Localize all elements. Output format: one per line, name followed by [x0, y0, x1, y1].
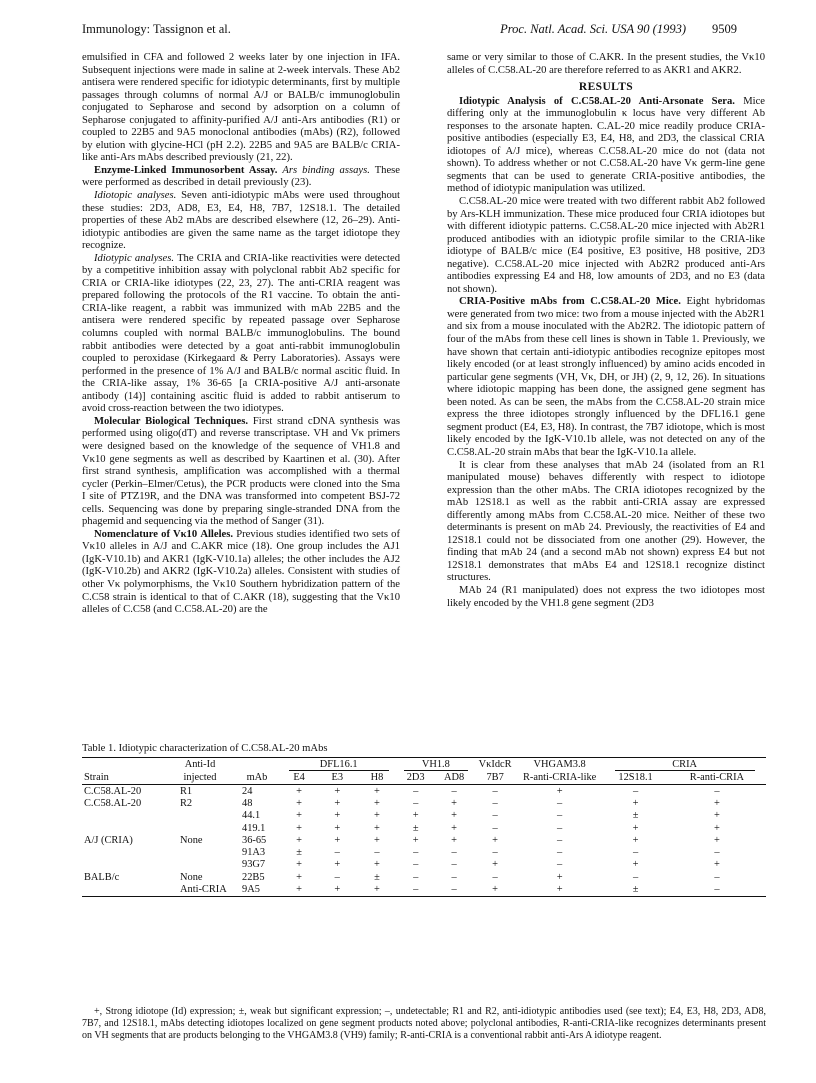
table-cell: +	[296, 810, 303, 822]
table-column-header-row	[82, 771, 766, 785]
table-footnote: +, Strong idiotope (Id) expression; ±, weak but significant expression; –, undetectable; R1 and R2, anti-idiotypic antibodies used (see text); E4, E3, H8, 2D3, AD8, 7B7, and 12S18.1, mAbs detecting idiotopes localized on gene segment products noted above; polyclonal antibodies, R-anti-CRIA-like recognizes determinants present on VH segments that are products belonging to the VHGAM3.8 (VH9) family; R-anti-CRIA is a conventional rabbit anti-Ars A idiotype reagent.	[82, 1006, 766, 1042]
table-cell	[166, 810, 234, 822]
table-cell: –	[632, 871, 639, 883]
table-cell: +	[334, 859, 341, 871]
table-cell: +	[632, 834, 639, 846]
table-cell	[82, 859, 166, 871]
paragraph	[447, 52, 765, 77]
table-cell: –	[492, 822, 498, 834]
table-cell: ±	[632, 884, 639, 896]
table-row	[82, 797, 766, 809]
table-cell: +	[373, 810, 380, 822]
table-cell: –	[413, 859, 419, 871]
paragraph	[82, 190, 400, 253]
table-cell: –	[714, 785, 720, 797]
table-column-header: E3	[331, 772, 344, 783]
group-vhgam: VHGAM3.8	[533, 759, 586, 770]
table-cell: Anti-CRIA	[180, 884, 227, 896]
table-cell: –	[451, 785, 457, 797]
table-cell: ±	[296, 847, 302, 859]
paragraph-text: It is clear from these analyses that mAb 24 (isolated from an R1 manipulated mouse) behaves differently with respect to idiotope expression than the other mAbs. The CRIA idiotopes recognized by the mAb 12S18.1 as well as the rabbit anti-CRIA assay are expressed differently among mAbs from C.C58.AL-20 mice. Neither of these two determinants is present on mAb 24. Previously, the reactivities of E4 and 12S18.1 could not be dissociated from one another (29). However, the finding that mAb 24 (and a second mAb not shown) express E4 but not 12S18.1 demonstrates that mAbs E4 and 12S18.1 recognize distinct structures.	[447, 459, 765, 584]
table-cell	[166, 859, 234, 871]
paragraph	[447, 296, 765, 459]
table-cell: +	[451, 822, 458, 834]
table-cell: +	[334, 822, 341, 834]
table-cell	[166, 846, 234, 858]
table-cell: –	[557, 822, 563, 834]
table-cell: +	[373, 797, 380, 809]
paragraph-heading: Nomenclature of Vκ10 Alleles.	[94, 528, 233, 540]
table-cell: +	[296, 797, 303, 809]
table-cell: –	[492, 810, 498, 822]
paragraph-text: These were performed as described in detail previously (23).	[82, 164, 400, 189]
paragraph	[82, 52, 400, 165]
paragraph-text: emulsified in CFA and followed 2 weeks later by one injection in IFA. Subsequent injections were made in saline at 2-week intervals. These Ab2 antisera were rendered specific for idiotypic determinants, first by multiple passages through columns of normal A/J or BALB/c immunoglobulin conjugated to Sepharose and second by adsorption on a column of Sepharose conjugated to affinity-purified A/J anti-Ars antibodies (R1) or coupled to 22B5 and 9A5 monoclonal antibodies (mAbs) (R2), followed by elution with glycine-HCl (pH 2.2). 22B5 and 9A5 are BALB/c CRIA-like anti-Ars mAbs described previously (21, 22).	[82, 52, 400, 164]
table-row	[82, 883, 766, 896]
table-cell: +	[296, 834, 303, 846]
table-cell: –	[492, 797, 498, 809]
table-cell: +	[451, 810, 458, 822]
table-cell	[82, 822, 166, 834]
table-cell: –	[714, 871, 720, 883]
table-cell: +	[713, 822, 720, 834]
table-row	[82, 822, 766, 834]
table-cell: +	[632, 822, 639, 834]
table-cell: +	[373, 785, 380, 797]
table-column-header: AD8	[443, 772, 465, 783]
table-cell: –	[557, 834, 563, 846]
table-caption: Table 1. Idiotypic characterization of C.C58.AL-20 mAbs	[82, 743, 328, 754]
table-cell: 93G7	[242, 859, 266, 871]
group-dfl16: DFL16.1	[289, 759, 389, 771]
table-cell: –	[492, 871, 498, 883]
paragraph-subheading: Ars binding assays.	[282, 164, 370, 176]
table-cell: 48	[242, 797, 253, 809]
paragraph	[82, 165, 400, 190]
table-cell: –	[557, 797, 563, 809]
table-cell: +	[412, 834, 419, 846]
header-journal-section: Immunology: Tassignon et al.	[82, 22, 231, 36]
table-group-header-row	[82, 758, 766, 772]
paragraph-heading: Idiotypic analyses.	[94, 252, 175, 264]
running-header	[82, 18, 737, 40]
table-cell: ±	[412, 822, 419, 834]
table-cell: –	[413, 847, 419, 859]
table-row	[82, 834, 766, 846]
left-column	[82, 52, 400, 617]
table-cell: +	[412, 810, 419, 822]
table-cell: –	[451, 859, 457, 871]
table-cell: –	[413, 797, 419, 809]
table-cell: –	[714, 884, 720, 896]
table-cell: C.C58.AL-20	[84, 797, 142, 809]
table-1	[82, 757, 766, 897]
table-cell: R2	[180, 797, 193, 809]
table-cell: 419.1	[242, 822, 266, 834]
table-cell: +	[373, 834, 380, 846]
paragraph	[447, 196, 765, 296]
table-cell	[82, 810, 166, 822]
header-journal: Proc. Natl. Acad. Sci. USA 90 (1993)	[500, 22, 686, 36]
table-cell: –	[632, 785, 639, 797]
table-cell	[82, 883, 166, 896]
table-cell: +	[632, 859, 639, 871]
table-cell: –	[632, 847, 639, 859]
table-cell: C.C58.AL-20	[84, 785, 142, 797]
table-cell: +	[451, 834, 458, 846]
paragraph-text: First strand cDNA synthesis was performed using oligo(dT) and reverse transcriptase. VH and Vκ primers were designed based on the knowledge of the sequence of VH1.8 and Vκ10 gene segments as well as described by Kaartinen et al. (30). After first strand synthesis, amplification was accomplished with a thermal cycler (Perkin–Elmer/Cetus), the PCR products were cloned into the Sma I site of PTZ19R, and the DNA was transformed into competent BSJ-72 cells. Sequencing was done by preparing single-stranded DNA from the phagemid and sequencing via the method of Sanger (31).	[82, 415, 400, 528]
table-cell: +	[713, 810, 720, 822]
table-row	[82, 785, 766, 798]
paragraph-text: Eight hybridomas were generated from two mice: two from a mouse injected with the Ab2R1 and six from a mouse inoculated with the Ab2R2. The idiotopic pattern of four of the mAbs from these cell lines is shown in Table 1. Previously, we have shown that certain anti-idiotypic antibodies recognize epitopes most likely encoded (or at least strongly influenced) by amino acids encoded in particular gene segments (VH, Vκ, DH, or JH) (2, 9, 12, 26). In situations where idiotopic mapping has been done, the assigned gene segment has been noted. As can be seen, the mAbs from the C.C58.AL-20 strain mice express the three idiotopes strongly influenced by the DFL16.1 gene segment product (E4, E3, H8). In contrast, the 7B7 idiotope, which is most likely encoded by the IgK-V10.1b allele, was not detected on any of the C.C58.AL-20 strain mAbs that bear the IgK-V10.1a allele.	[447, 296, 765, 458]
paragraph	[447, 585, 765, 610]
table-cell: –	[374, 847, 380, 859]
table-cell: –	[557, 847, 563, 859]
table-column-header: 12S18.1	[618, 772, 653, 783]
table-cell: +	[296, 871, 303, 883]
table-body	[82, 785, 766, 897]
section-heading: RESULTS	[578, 81, 634, 94]
table-cell: –	[557, 810, 563, 822]
group-vh18: VH1.8	[404, 759, 468, 771]
paragraph	[447, 96, 765, 196]
table-cell: 44.1	[242, 810, 261, 822]
table-cell: –	[557, 859, 563, 871]
table-cell: +	[556, 785, 563, 797]
paragraph-heading: Molecular Biological Techniques.	[94, 415, 249, 427]
table-cell: +	[296, 859, 303, 871]
table-cell: +	[373, 884, 380, 896]
table-cell: 22B5	[242, 871, 265, 883]
paragraph	[447, 460, 765, 585]
group-vkidcr: VκIdcR	[478, 759, 512, 770]
paragraph-heading: Idiotypic Analysis of C.C58.AL-20 Anti-Arsonate Sera.	[459, 95, 735, 107]
table-cell: +	[492, 859, 499, 871]
table-cell: +	[713, 834, 720, 846]
table-cell: None	[180, 871, 203, 883]
paragraph-text: same or very similar to those of C.AKR. In the present studies, the Vκ10 alleles of C.C58.AL-20 are therefore referred to as AKR1 and AKR2.	[447, 52, 765, 76]
table-cell: –	[413, 871, 419, 883]
table-column-header: mAb	[246, 772, 268, 783]
table-cell	[82, 846, 166, 858]
paragraph-heading: Idiotopic analyses.	[94, 190, 177, 202]
table-cell: –	[334, 871, 340, 883]
table-cell: +	[373, 822, 380, 834]
table-cell: –	[413, 785, 419, 797]
table-column-header: 7B7	[486, 772, 504, 783]
table-row	[82, 846, 766, 858]
paragraph-text: Previous studies identified two sets of Vκ10 alleles in A/J and C.AKR mice (18). One group includes the AJ1 (IgK-V10.1b) and AKR1 (IgK-V10.1a) alleles; the other includes the AJ2 (IgK-V10.2b) and AKR2 (IgK-V10.2a) alleles. Consistent with studies of other Vκ polymorphisms, the Vκ10 Southern hybridization pattern of the C.C58 strain is identical to that of C.AKR (18), suggesting that the Vκ10 alleles of C.C58 (and C.C58.AL-20) are the	[82, 528, 400, 616]
group-cria: CRIA	[615, 759, 755, 771]
table-cell: +	[296, 884, 303, 896]
header-citation	[500, 22, 737, 37]
paragraph-text: The CRIA and CRIA-like reactivities were detected by a competitive inhibition assay with polyclonal rabbit Ab2 specific for CRIA or CRIA-like idiotypes (22, 23, 27). The anti-CRIA reagent was prepared following the protocols of the R1 vaccine. To obtain the anti-CRIA-like reagent, a rabbit was immunized with mAb 22B5 and the antisera were rendered specific by repeated passage over Sepharose columns coupled with normal BALB/c immunoglobulins. The bound rabbit antibodies were detected by a goat anti-rabbit immunoglobulin coupled to peroxidase (Kirkegaard & Perry Laboratories). Assays were performed in the presence of 1% A/J and BALB/c normal ascitic fluid. In the CRIA-like assay, 1% 36-65 [a CRIA-positive A/J anti-arsonate antibody (14)] containing ascitic fluid is added to rabbit antiserum to avoid cross-reaction between the two idiotypes.	[82, 252, 400, 415]
paragraph	[82, 253, 400, 416]
table-cell: A/J (CRIA)	[84, 834, 133, 846]
table-column-header: 2D3	[406, 772, 425, 783]
table-cell: 9A5	[242, 884, 260, 896]
table-cell: 24	[242, 785, 253, 797]
page-number: 9509	[712, 22, 737, 36]
table-cell: –	[451, 847, 457, 859]
paragraph-text: C.C58.AL-20 mice were treated with two different rabbit Ab2 followed by Ars-KLH immunization. These mice produced four CRIA idiotopes but with different idiotypic patterns. C.C58.AL-20 mice injected with Ab2R1 produced antibodies with an idiotypic profile similar to the CRIA-like idiotype of BALB/c mice (E4 positive, E3 positive, H8 positive, 2D3 negative). C.C58.AL-20 mice injected with Ab2R2 produced anti-Ars antibodies expressing E4 and H8, low amounts of 2D3, and no E3 (data not shown).	[447, 196, 765, 295]
table-cell: –	[492, 847, 498, 859]
paragraph-text: Seven anti-idiotypic mAbs were used throughout these studies: 2D3, AD8, E3, E4, H8, 7B7, 12S18.1. The detailed properties of these Ab2 mAbs are described elsewhere (12, 26–29). Anti-idiotypic antibodies are given the same name as the target idiotope they recognize.	[82, 190, 400, 252]
table-cell: –	[492, 785, 498, 797]
table-cell: +	[334, 797, 341, 809]
table-column-header: E4	[293, 772, 305, 783]
table-column-header: injected	[183, 772, 217, 783]
paragraph-text: MAb 24 (R1 manipulated) does not express the two idiotopes most likely encoded by the VH1.8 gene segment (2D3	[447, 584, 765, 609]
table-cell: +	[713, 859, 720, 871]
table-cell: ±	[374, 871, 380, 883]
table-cell: +	[556, 871, 563, 883]
table-cell: +	[451, 797, 458, 809]
table-column-header: R-anti-CRIA-like	[522, 772, 597, 783]
table-cell: –	[413, 884, 419, 896]
table-cell: –	[334, 847, 340, 859]
table-cell: None	[180, 834, 203, 846]
table-cell: –	[451, 871, 457, 883]
table-cell: +	[334, 884, 341, 896]
table-cell: +	[556, 884, 563, 896]
table-cell: +	[334, 834, 341, 846]
th-anti-id: Anti-Id	[184, 759, 216, 770]
table-cell: ±	[632, 810, 639, 822]
table-cell: +	[373, 859, 380, 871]
table-column-header: R-anti-CRIA	[689, 772, 745, 783]
paragraph	[82, 416, 400, 529]
table-cell: +	[334, 785, 341, 797]
right-column	[447, 52, 765, 610]
paragraph	[82, 529, 400, 617]
table-cell: +	[492, 884, 499, 896]
table-cell: –	[451, 884, 457, 896]
table-row	[82, 810, 766, 822]
table-row	[82, 871, 766, 883]
table-cell: R1	[180, 785, 193, 797]
table-column-header: Strain	[84, 772, 109, 783]
paragraph-text: Mice differing only at the immunoglobulin κ locus have very different Ab responses to the arsonate hapten. C.AL-20 mice readily produce CRIA-positive antibodies (especially E3, E4, H8, and 2D3, the classical CRIA idiotopes of A/J mice), whereas C.C58.AL-20 mice do not (data not shown). To address whether or not C.C58.AL-20 have Vκ germ-line gene segments that can be used to generate CRIA-positive antibodies, the method of idiotypic manipulation was utilized.	[447, 95, 765, 195]
table-cell: +	[296, 822, 303, 834]
table-cell: +	[632, 797, 639, 809]
table-cell: +	[296, 785, 303, 797]
table-cell: 91A3	[242, 847, 266, 859]
table-cell: +	[334, 810, 341, 822]
table-cell: BALB/c	[84, 871, 120, 883]
table-cell: +	[492, 834, 499, 846]
table-row	[82, 859, 766, 871]
table-cell: –	[714, 847, 720, 859]
paragraph-heading: CRIA-Positive mAbs from C.C58.AL-20 Mice.	[459, 296, 681, 308]
paragraph-heading: Enzyme-Linked Immunosorbent Assay.	[94, 164, 278, 176]
table-cell	[166, 822, 234, 834]
table-cell: 36-65	[242, 834, 267, 846]
table-column-header: H8	[370, 772, 384, 783]
table-cell: +	[713, 797, 720, 809]
